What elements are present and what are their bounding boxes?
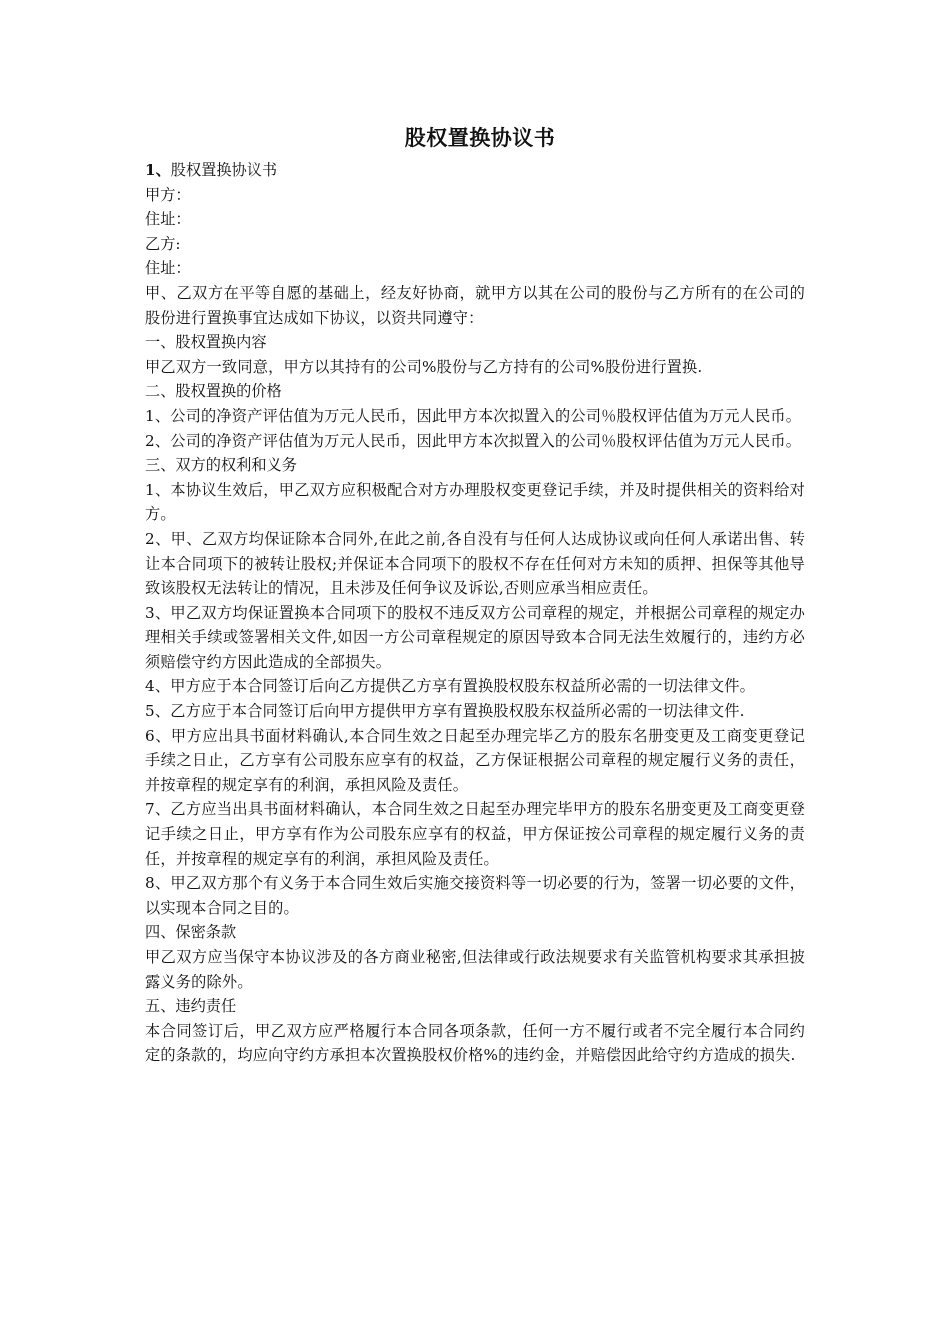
- section-heading: 三、双方的权利和义务: [145, 456, 297, 475]
- section-paragraph: 4、甲方应于本合同签订后向乙方提供乙方享有置换股权股东权益所必需的一切法律文件。: [145, 677, 755, 696]
- address-b-label: 住址：: [145, 259, 191, 278]
- party-b-label: 乙方:: [145, 234, 181, 253]
- section-paragraph: 6、甲方应出具书面材料确认,本合同生效之日起至办理完毕乙方的股东名册变更及工商变更登记手续之日止，乙方享有公司股东应享有的权益，乙方保证根据公司章程的规定履行义务的责任，并按章程的规定享有的利润，承担风险及责任。: [145, 726, 805, 794]
- section-paragraph: 3、甲乙双方均保证置换本合同项下的股权不违反双方公司章程的规定，并根据公司章程的规定办理相关手续或签署相关文件,如因一方公司章程规定的原因导致本合同无法生效履行的，违约方必须赔偿守约方因此造成的全部损失。: [145, 603, 805, 671]
- section-paragraph: 1、本协议生效后，甲乙双方应积极配合对方办理股权变更登记手续，并及时提供相关的资料给对方。: [145, 480, 805, 524]
- intro-paragraph: 甲、乙双方在平等自愿的基础上，经友好协商，就甲方以其在公司的股份与乙方所有的在公司的股份进行置换事宜达成如下协议，以资共同遵守：: [145, 283, 805, 327]
- party-a-label: 甲方：: [145, 185, 191, 204]
- section-paragraph: 2、甲、乙双方均保证除本合同外,在此之前,各自没有与任何人达成协议或向任何人承诺出售、转让本合同项下的被转让股权;并保证本合同项下的股权不存在任何对方未知的质押、担保等其他导致该股权无法转让的情况，且未涉及任何争议及诉讼,否则应承当相应责任。: [145, 529, 805, 598]
- section-paragraph: 甲乙双方应当保守本协议涉及的各方商业秘密,但法律或行政法规要求有关监管机构要求其承担披露义务的除外。: [145, 948, 805, 991]
- section-paragraph: 8、甲乙双方那个有义务于本合同生效后实施交接资料等一切必要的行为，签署一切必要的文件，以实现本合同之目的。: [145, 874, 805, 917]
- section-paragraph: 7、乙方应当出具书面材料确认，本合同生效之日起至办理完毕甲方的股东名册变更及工商变更登记手续之日止，甲方享有作为公司股东应享有的权益，甲方保证按公司章程的规定履行义务的责任，并按章程的规定享有的利润，承担风险及责任。: [145, 800, 805, 868]
- section-heading: 一、股权置换内容: [145, 333, 267, 352]
- section-paragraph: 5、乙方应于本合同签订后向甲方提供甲方享有置换股权股东权益所必需的一切法律文件.: [145, 702, 745, 721]
- section-paragraph: 本合同签订后，甲乙双方应严格履行本合同各项条款，任何一方不履行或者不完全履行本合同约定的条款的，均应向守约方承担本次置换股权价格%的违约金，并赔偿因此给守约方造成的损失.: [145, 1021, 805, 1065]
- subtitle-number: 1、: [145, 161, 171, 179]
- section-heading: 四、保密条款: [145, 923, 237, 942]
- document-page: [145, 118, 805, 1068]
- document-title: 股权置换协议书: [404, 125, 556, 150]
- section-paragraph: 1、公司的净资产评估值为万元人民币，因此甲方本次拟置入的公司％股权评估值为万元人民币。: [145, 406, 802, 425]
- section-heading: 五、违约责任: [145, 997, 237, 1016]
- address-a-label: 住址：: [145, 210, 191, 229]
- subtitle-text: 股权置换协议书: [170, 161, 278, 179]
- section-paragraph: 2、公司的净资产评估值为万元人民币，因此甲方本次拟置入的公司％股权评估值为万元人民币。: [145, 431, 802, 450]
- section-heading: 二、股权置换的价格: [145, 382, 282, 401]
- section-paragraph: 甲乙双方一致同意，甲方以其持有的公司%股份与乙方持有的公司%股份进行置换.: [145, 357, 703, 376]
- document-subtitle: [145, 158, 805, 183]
